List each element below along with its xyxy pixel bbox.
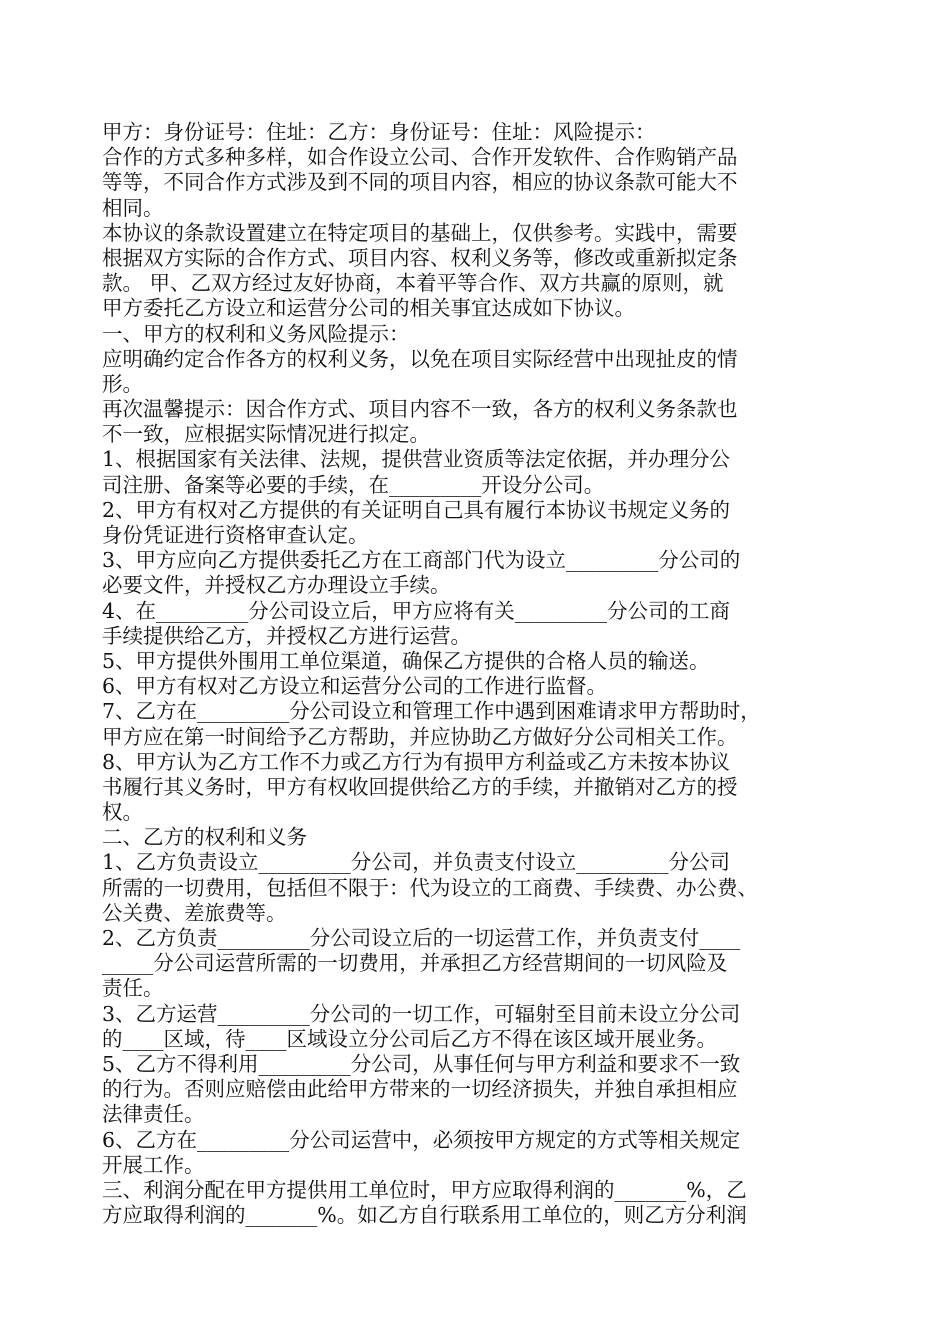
text-line: 不一致，应根据实际情况进行拟定。 [102,422,430,447]
text-line: 款。 甲、乙双方经过友好协商，本着平等合作、双方共赢的原则，就 [102,271,724,296]
text-line: 5、乙方不得利用_________分公司，从事任何与甲方利益和要求不一致 [102,1051,741,1076]
text-line: 甲方应在第一时间给予乙方帮助，并应协助乙方做好分公司相关工作。 [102,724,738,749]
text-line: 6、乙方在_________分公司运营中，必须按甲方规定的方式等相关规定 [102,1127,741,1152]
text-line: 3、甲方应向乙方提供委托乙方在工商部门代为设立_________分公司的 [102,548,741,573]
text-line: 8、甲方认为乙方工作不力或乙方行为有损甲方利益或乙方未按本协议 [102,749,731,774]
text-line: 7、乙方在_________分公司设立和管理工作中遇到困难请求甲方帮助时， [102,699,761,724]
text-line: 开展工作。 [102,1152,205,1177]
text-line: 6、甲方有权对乙方设立和运营分公司的工作进行监督。 [102,674,608,699]
text-line: 权。 [102,800,143,825]
document-body [102,120,854,1228]
text-line: 合作的方式多种多样，如合作设立公司、合作开发软件、合作购销产品 [102,145,738,170]
text-line: 3、乙方运营_________分公司的一切工作，可辐射至目前未设立分公司 [102,1001,741,1026]
text-line: 责任。 [102,976,164,1001]
text-line: 甲方委托乙方设立和运营分公司的相关事宜达成如下协议。 [102,296,635,321]
text-line: 应明确约定合作各方的权利义务，以免在项目实际经营中出现扯皮的情 [102,346,738,371]
text-line: 法律责任。 [102,1102,205,1127]
text-line: 1、根据国家有关法律、法规，提供营业资质等法定依据，并办理分公 [102,447,731,472]
text-line: 2、甲方有权对乙方提供的有关证明自己具有履行本协议书规定义务的 [102,497,731,522]
text-line: 的____区域，待____区域设立分公司后乙方不得在该区域开展业务。 [102,1026,717,1051]
text-line: 形。 [102,371,143,396]
text-line: 再次温馨提示：因合作方式、项目内容不一致，各方的权利义务条款也 [102,397,738,422]
text-line: 4、在_________分公司设立后，甲方应将有关_________分公司的工商 [102,598,731,623]
text-line: 本协议的条款设置建立在特定项目的基础上，仅供参考。实践中，需要 [102,220,738,245]
text-line: 方应取得利润的_______%。如乙方自行联系用工单位的，则乙方分利润 [102,1203,747,1228]
text-line: 的行为。否则应赔偿由此给甲方带来的一切经济损失，并独自承担相应 [102,1077,738,1102]
text-line: _____分公司运营所需的一切费用，并承担乙方经营期间的一切风险及 [102,951,728,976]
text-line: 司注册、备案等必要的手续，在_________开设分公司。 [102,472,605,497]
text-line: 书履行其义务时，甲方有权收回提供给乙方的手续，并撤销对乙方的授 [102,774,738,799]
text-line: 1、乙方负责设立_________分公司，并负责支付设立_________分公司 [102,850,731,875]
text-line: 身份凭证进行资格审查认定。 [102,523,369,547]
section-heading: 一、甲方的权利和义务风险提示： [102,321,410,346]
text-line: 甲方：身份证号：住址：乙方：身份证号：住址：风险提示： [102,120,656,144]
section-heading: 二、乙方的权利和义务 [102,825,307,850]
text-line: 手续提供给乙方，并授权乙方进行运营。 [102,623,471,648]
text-line: 相同。 [102,195,164,220]
text-line: 2、乙方负责_________分公司设立后的一切运营工作，并负责支付____ [102,926,741,950]
text-line: 根据双方实际的合作方式、项目内容、权利义务等，修改或重新拟定条 [102,245,738,270]
text-line: 5、甲方提供外围用工单位渠道，确保乙方提供的合格人员的输送。 [102,648,710,673]
text-line: 等等，不同合作方式涉及到不同的项目内容，相应的协议条款可能大不 [102,170,738,195]
text-line: 公关费、差旅费等。 [102,900,287,925]
text-line: 所需的一切费用，包括但不限于：代为设立的工商费、手续费、办公费、 [102,875,758,900]
section-heading: 三、利润分配在甲方提供用工单位时，甲方应取得利润的_______%，乙 [102,1177,747,1202]
text-line: 必要文件，并授权乙方办理设立手续。 [102,573,451,598]
